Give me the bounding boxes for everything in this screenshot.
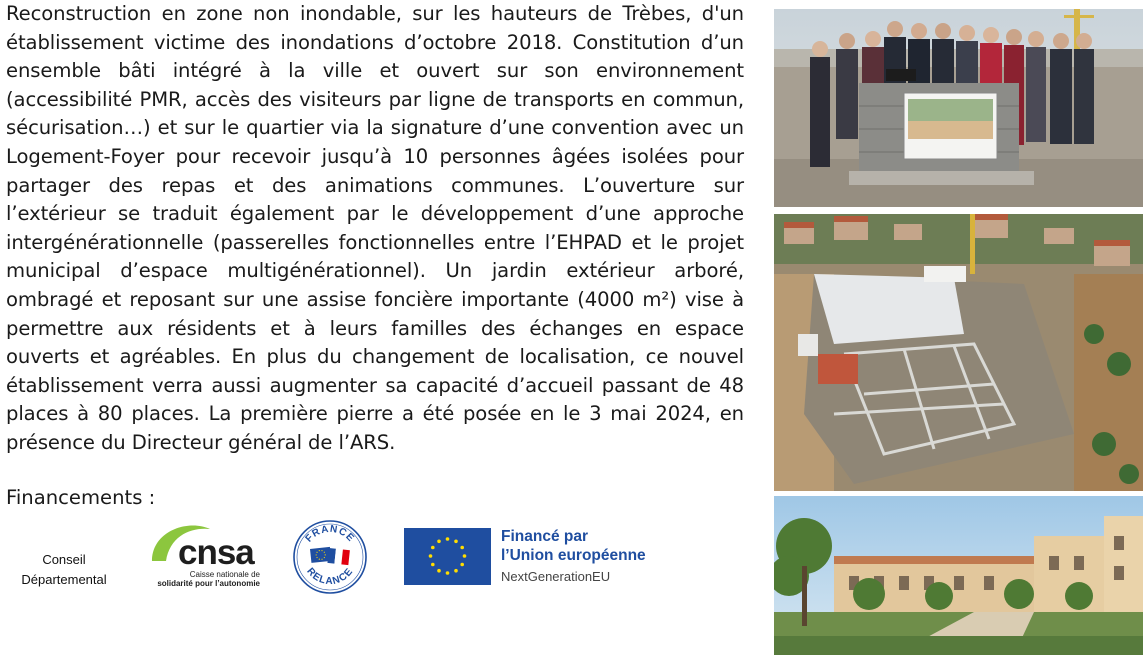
cnsa-subtitle-line1: Caisse nationale de xyxy=(189,570,260,579)
eu-line1: Financé par xyxy=(501,528,588,545)
cnsa-subtitle xyxy=(150,570,260,588)
project-description: Reconstruction en zone non inondable, sur les hauteurs de Trèbes, d'un établissement victime des inondations d’octobre 2018. Constitution d’un ensemble bâti intégré à la ville et ouvert sur son environnement (accessibilité PMR, accès des visiteurs par ligne de transports en commun, sécurisation…) et sur le quartier via la signature d’une convention avec un Logement-Foyer pour recevoir jusqu’à 10 personnes âgées isolées pour partager des repas et des animations communes. L’ouverture sur l’extérieur se traduit également par le développement d’une approche intergénérationnelle (passerelles fonctionnelles entre l’EHPAD et le projet municipal d’espace multigénérationnel). Un jardin extérieur arboré, ombragé et reposant sur une assise foncière importante (4000 m²) vise à permettre aux résidents et à leurs familles des échanges en espace ouverts et agréables. En plus du changement de localisation, ce nouvel établissement verra aussi augmenter sa capacité d’accueil passant de 48 places à 80 places. La première pierre a été posée en le 3 mai 2024, en présence du Directeur général de l’ARS. xyxy=(6,2,744,454)
ceremony-group-photo xyxy=(774,9,1143,207)
conseil-line1: Conseil xyxy=(42,552,86,567)
eu-line3: NextGenerationEU xyxy=(501,569,611,584)
financements-title: Financements : xyxy=(6,486,156,509)
eu-line2: l’Union européenne xyxy=(501,547,646,564)
construction-site-aerial-photo xyxy=(774,214,1143,491)
relance-top-text: FRANCE xyxy=(303,523,357,545)
france-relance-logo xyxy=(292,519,368,595)
eu-funding-logo xyxy=(404,528,684,588)
conseil-departemental-logo xyxy=(6,550,122,590)
relance-bottom-text: RELANCE xyxy=(304,565,356,588)
cnsa-subtitle-line2: solidarité pour l’autonomie xyxy=(157,579,260,588)
architectural-rendering-garden xyxy=(774,496,1143,655)
conseil-line2: Départemental xyxy=(21,572,107,587)
cnsa-logo xyxy=(148,521,263,593)
eu-flag-icon xyxy=(404,528,491,585)
cnsa-wordmark: cnsa xyxy=(178,533,254,572)
